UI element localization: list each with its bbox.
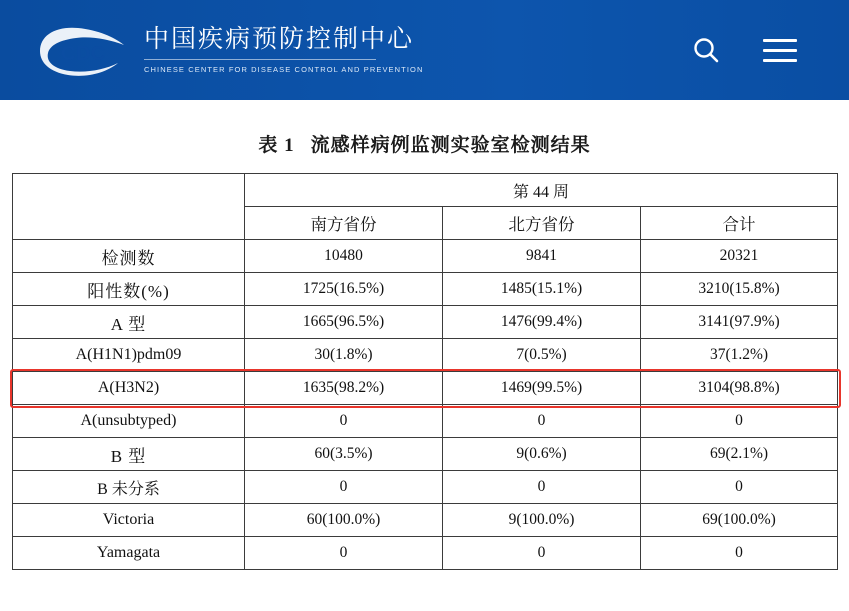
row-label: 阳性数(%) <box>13 273 245 306</box>
cell-north: 7(0.5%) <box>443 339 641 372</box>
cell-total: 0 <box>641 537 838 570</box>
page-title <box>0 100 849 173</box>
cell-north: 0 <box>443 405 641 438</box>
column-header-south: 南方省份 <box>245 207 443 240</box>
table-row <box>13 438 838 471</box>
row-label: B 未分系 <box>13 471 245 504</box>
table-group-header: 第 44 周 <box>245 174 838 207</box>
cell-south: 60(100.0%) <box>245 504 443 537</box>
column-header-total: 合计 <box>641 207 838 240</box>
table-header-row-week <box>13 174 838 207</box>
site-logo[interactable] <box>34 21 424 79</box>
row-label: 检测数 <box>13 240 245 273</box>
org-title-block <box>144 24 424 74</box>
cell-north: 9841 <box>443 240 641 273</box>
cell-south: 30(1.8%) <box>245 339 443 372</box>
table-row <box>13 339 838 372</box>
table-row-highlighted <box>13 372 838 405</box>
cell-total: 69(100.0%) <box>641 504 838 537</box>
cell-north: 0 <box>443 537 641 570</box>
site-header <box>0 0 849 100</box>
cell-total: 0 <box>641 405 838 438</box>
cell-south: 0 <box>245 471 443 504</box>
row-label: A 型 <box>13 306 245 339</box>
table-corner-cell <box>13 174 245 240</box>
cell-north: 1476(99.4%) <box>443 306 641 339</box>
svg-text:CDC: CDC <box>61 43 106 65</box>
cell-south: 0 <box>245 537 443 570</box>
cell-south: 60(3.5%) <box>245 438 443 471</box>
lab-results-table <box>12 173 838 570</box>
row-label: Victoria <box>13 504 245 537</box>
cell-north: 0 <box>443 471 641 504</box>
cell-total: 0 <box>641 471 838 504</box>
header-tools <box>689 33 815 67</box>
cell-total: 3210(15.8%) <box>641 273 838 306</box>
table-number: 表 1 <box>258 135 295 156</box>
table-container <box>0 173 849 570</box>
table-row <box>13 471 838 504</box>
cell-south: 1725(16.5%) <box>245 273 443 306</box>
cell-north: 1469(99.5%) <box>443 372 641 405</box>
hamburger-menu-icon[interactable] <box>763 39 797 62</box>
cell-total: 20321 <box>641 240 838 273</box>
table-row <box>13 306 838 339</box>
row-label: A(unsubtyped) <box>13 405 245 438</box>
table-row <box>13 273 838 306</box>
cell-total: 3104(98.8%) <box>641 372 838 405</box>
cdc-logo-icon <box>34 21 130 79</box>
cell-total: 3141(97.9%) <box>641 306 838 339</box>
cell-total: 37(1.2%) <box>641 339 838 372</box>
cell-total: 69(2.1%) <box>641 438 838 471</box>
org-divider <box>144 59 376 60</box>
table-row <box>13 537 838 570</box>
cell-south: 0 <box>245 405 443 438</box>
table-row <box>13 240 838 273</box>
row-label: A(H1N1)pdm09 <box>13 339 245 372</box>
cell-south: 1665(96.5%) <box>245 306 443 339</box>
cell-north: 9(100.0%) <box>443 504 641 537</box>
table-row <box>13 504 838 537</box>
org-name-en: CHINESE CENTER FOR DISEASE CONTROL AND PREVENTION <box>144 64 424 74</box>
row-label: A(H3N2) <box>13 372 245 405</box>
table-body <box>13 240 838 570</box>
search-icon[interactable] <box>689 33 723 67</box>
table-row <box>13 405 838 438</box>
table-caption: 流感样病例监测实验室检测结果 <box>310 135 591 156</box>
row-label: Yamagata <box>13 537 245 570</box>
cell-south: 1635(98.2%) <box>245 372 443 405</box>
cell-north: 1485(15.1%) <box>443 273 641 306</box>
column-header-north: 北方省份 <box>443 207 641 240</box>
org-name-cn: 中国疾病预防控制中心 <box>144 24 415 53</box>
cell-north: 9(0.6%) <box>443 438 641 471</box>
row-label: B 型 <box>13 438 245 471</box>
cell-south: 10480 <box>245 240 443 273</box>
